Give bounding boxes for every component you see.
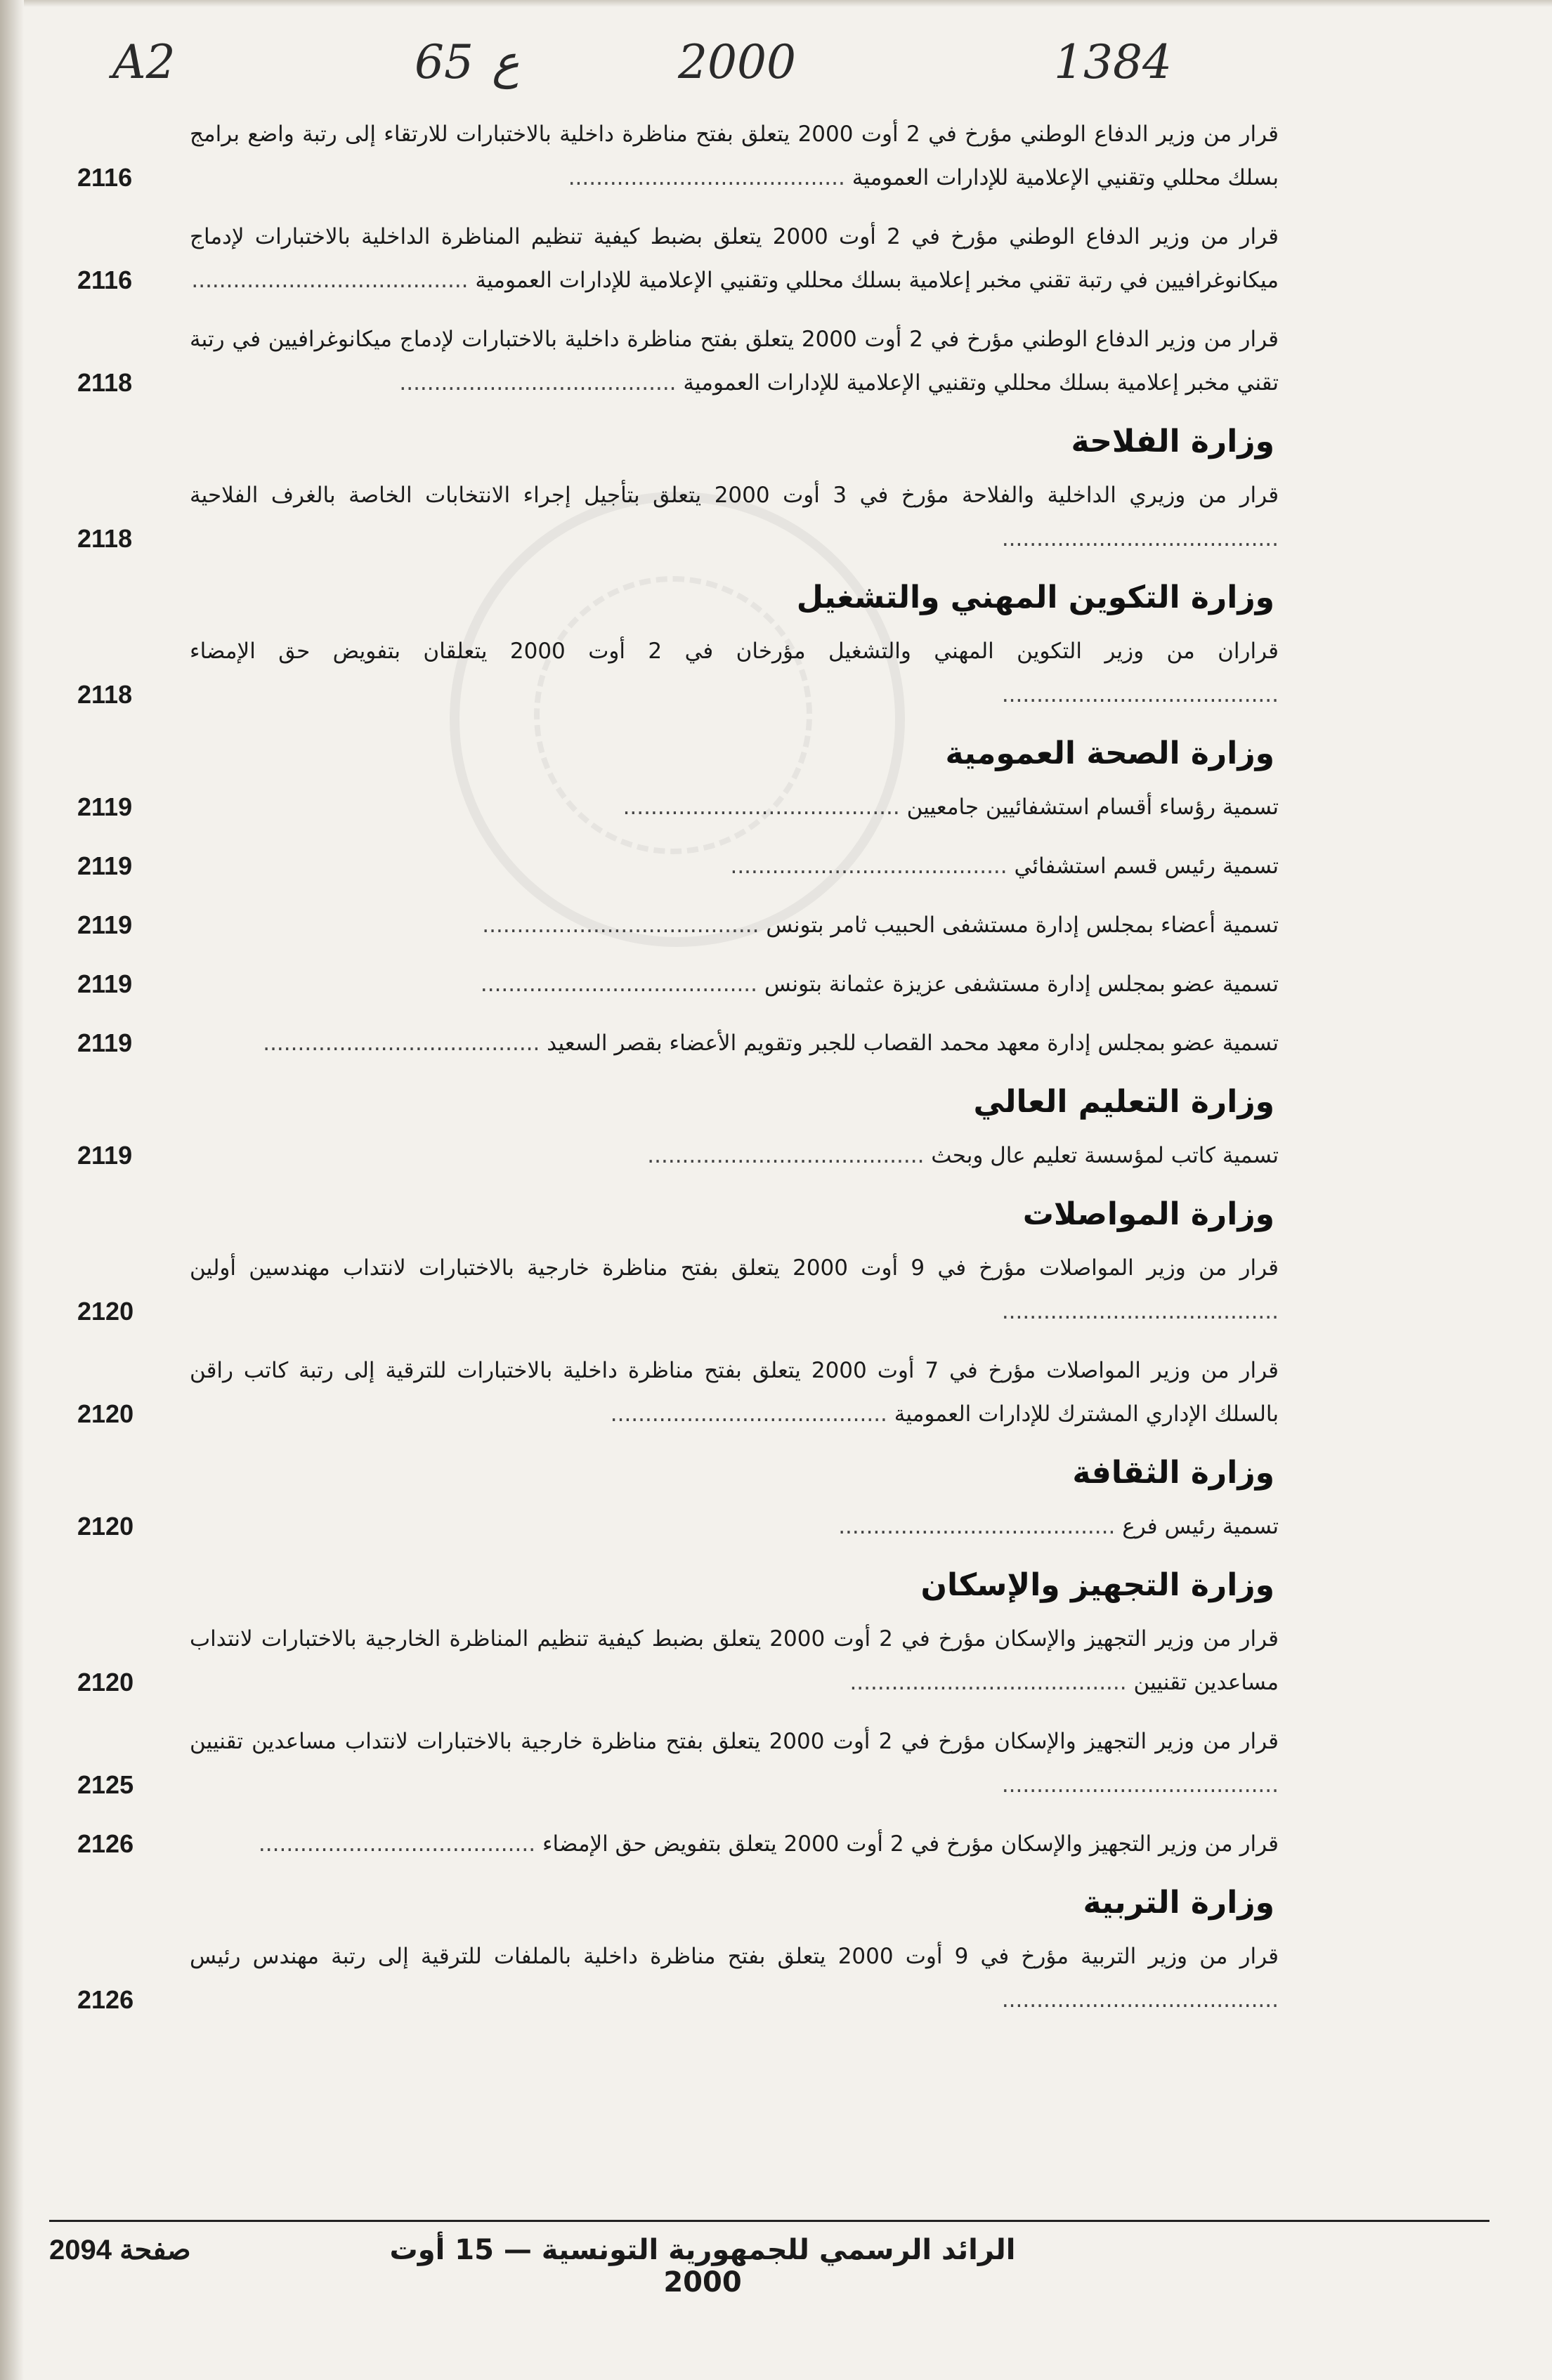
toc-entry-text: [190, 1349, 1279, 1436]
toc-entry: [77, 215, 1279, 302]
toc-entry-text: [190, 1021, 1279, 1065]
handwritten-mark: 1384: [1054, 35, 1172, 89]
page-binding-shadow: [0, 0, 24, 2380]
toc-entry: [77, 318, 1279, 405]
toc-entry-text: [190, 844, 1279, 888]
toc-entry-title: تسمية رئيس قسم استشفائي: [1014, 854, 1279, 879]
toc-entry-text: [190, 1617, 1279, 1704]
dot-leader: ........................................: [480, 972, 764, 997]
toc-entry: [77, 1720, 1279, 1807]
toc-entry-title: تسمية أعضاء بمجلس إدارة مستشفى الحبيب ثامر بتونس: [766, 913, 1279, 938]
toc-entry-text: [190, 629, 1279, 717]
toc-entry-title: قرار من وزير التربية مؤرخ في 9 أوت 2000 يتعلق بفتح مناظرة داخلية بالملفات للترقية إلى رتبة مهندس رئيس: [190, 1944, 1279, 1969]
footer-divider: [49, 2220, 1489, 2222]
footer-page-label: صفحة: [119, 2235, 191, 2265]
dot-leader: ........................................: [622, 795, 907, 820]
toc-section: [77, 576, 1279, 717]
toc-section: [77, 1080, 1279, 1177]
dot-leader: ........................................: [1001, 1772, 1279, 1798]
dot-leader: ........................................: [263, 1031, 547, 1056]
section-title: وزارة الفلاحة: [1071, 424, 1274, 459]
toc-entry: [77, 962, 1279, 1006]
toc-entry-page: 2118: [77, 368, 133, 397]
dot-leader: ........................................: [482, 913, 767, 938]
dot-leader: ........................................: [1001, 1299, 1279, 1324]
section-title: وزارة التعليم العالي: [973, 1084, 1274, 1120]
section-title: وزارة التجهيز والإسكان: [920, 1567, 1274, 1603]
toc-entry-text: [190, 1505, 1279, 1548]
toc-entry: [77, 629, 1279, 717]
toc-entry: [77, 1021, 1279, 1065]
section-title: وزارة المواصلات: [1022, 1196, 1274, 1232]
dot-leader: ........................................: [838, 1514, 1123, 1539]
dot-leader: ........................................: [730, 854, 1015, 879]
section-title: وزارة الثقافة: [1072, 1455, 1274, 1491]
toc-entry-page: 2119: [77, 969, 133, 998]
toc-entry: [77, 473, 1279, 561]
footer-page-number: [49, 2234, 191, 2266]
toc-entry-title: تسمية رؤساء أقسام استشفائيين جامعيين: [906, 795, 1279, 820]
toc-entry-text: [190, 473, 1279, 561]
toc-entry-page: 2116: [77, 266, 133, 294]
toc-section: [77, 1881, 1279, 2022]
handwritten-mark: 2000: [678, 35, 796, 89]
toc-entry: [77, 844, 1279, 888]
handwritten-annotations: [0, 28, 1552, 105]
toc-entry: [77, 1349, 1279, 1436]
toc-entry-page: 2119: [77, 910, 133, 939]
toc-entry-text: [190, 318, 1279, 405]
page-footer: [49, 2234, 1489, 2299]
toc-entry-title: تسمية عضو بمجلس إدارة معهد محمد القصاب للجبر وتقويم الأعضاء بقصر السعيد: [547, 1031, 1279, 1056]
toc-entry-page: 2119: [77, 851, 133, 880]
toc-entry: [77, 785, 1279, 829]
toc-section: [77, 1451, 1279, 1548]
toc-entry-text: [190, 215, 1279, 302]
toc-entry-text: [190, 785, 1279, 829]
toc-entry-title: تسمية عضو بمجلس إدارة مستشفى عزيزة عثمانة بتونس: [764, 972, 1279, 997]
toc-entry-page: 2120: [77, 1399, 134, 1428]
toc-entry-title: قرار من وزيري الداخلية والفلاحة مؤرخ في 3 أوت 2000 يتعلق بتأجيل إجراء الانتخابات الخاصة بالغرف الفلاحية: [190, 483, 1279, 508]
table-of-contents: [77, 112, 1279, 2037]
toc-section: [77, 1564, 1279, 1866]
toc-entry-page: 2126: [77, 1985, 134, 2014]
dot-leader: ........................................: [1001, 682, 1279, 707]
dot-leader: ........................................: [1001, 1987, 1279, 2013]
toc-section: [77, 1193, 1279, 1436]
toc-entry-page: 2118: [77, 680, 133, 709]
toc-section: [77, 732, 1279, 1065]
section-title: وزارة التربية: [1083, 1885, 1274, 1921]
handwritten-mark: 65: [415, 35, 474, 89]
toc-entry-page: 2118: [77, 524, 133, 553]
toc-entry-title: قرار من وزير التجهيز والإسكان مؤرخ في 2 أوت 2000 يتعلق بفتح مناظرة خارجية بالاختبارات لانتداب مساعدين تقنيين: [190, 1729, 1279, 1754]
toc-entry: [77, 1505, 1279, 1548]
toc-entry-page: 2119: [77, 792, 133, 821]
toc-entry: [77, 1822, 1279, 1866]
section-title: وزارة التكوين المهني والتشغيل: [796, 580, 1274, 615]
toc-entry-text: [190, 1246, 1279, 1333]
dot-leader: ........................................: [849, 1670, 1134, 1695]
toc-entry-title: قرار من وزير الدفاع الوطني مؤرخ في 2 أوت 2000 يتعلق بفتح مناظرة داخلية بالاختبارات للارتقاء إلى رتبة واضع برامج بسلك محللي وتقنيي الإعلامية للإدارات العمومية: [190, 122, 1279, 190]
footer-journal-title: الرائد الرسمي للجمهورية التونسية — 15 أوت 2000: [389, 2234, 1016, 2299]
toc-entry-title: قرار من وزير التجهيز والإسكان مؤرخ في 2 أوت 2000 يتعلق بتفويض حق الإمضاء: [542, 1831, 1279, 1857]
toc-entry: [77, 903, 1279, 947]
handwritten-mark: A2: [112, 35, 176, 89]
toc-entry: [77, 1617, 1279, 1704]
toc-entry-page: 2120: [77, 1668, 134, 1696]
toc-entry-title: تسمية كاتب لمؤسسة تعليم عال وبحث: [931, 1143, 1279, 1168]
toc-entry-text: [190, 1134, 1279, 1177]
toc-entry-title: قرار من وزير التجهيز والإسكان مؤرخ في 2 أوت 2000 يتعلق بضبط كيفية تنظيم المناظرة الخارجية بالاختبارات لانتداب مساعدين تقنيين: [190, 1626, 1279, 1695]
toc-entry: [77, 1935, 1279, 2022]
toc-entry-page: 2119: [77, 1028, 133, 1057]
dot-leader: ........................................: [1001, 526, 1279, 551]
toc-entry-title: قرار من وزير المواصلات مؤرخ في 9 أوت 2000 يتعلق بفتح مناظرة خارجية بالاختبارات لانتداب مهندسين أولين: [190, 1255, 1279, 1281]
dot-leader: ........................................: [191, 268, 476, 293]
toc-entry-page: 2116: [77, 163, 133, 192]
dot-leader: ........................................: [399, 370, 684, 395]
footer-page-value: 2094: [49, 2235, 112, 2265]
toc-entry: [77, 1134, 1279, 1177]
dot-leader: ........................................: [647, 1143, 932, 1168]
toc-entry-title: قرار من وزير الدفاع الوطني مؤرخ في 2 أوت 2000 يتعلق بفتح مناظرة داخلية بالاختبارات لإدماج ميكانوغرافيين في رتبة تقني مخبر إعلامية بسلك محللي وتقنيي الإعلامية للإدارات العمومية: [190, 327, 1279, 395]
page-top-edge: [0, 0, 1552, 7]
toc-entry-page: 2120: [77, 1512, 134, 1541]
toc-entry-page: 2125: [77, 1770, 134, 1799]
toc-entry-title: تسمية رئيس فرع: [1122, 1514, 1279, 1539]
toc-entry-title: قرار من وزير الدفاع الوطني مؤرخ في 2 أوت 2000 يتعلق بضبط كيفية تنظيم المناظرة الداخلية بالاختبارات لإدماج ميكانوغرافيين في رتبة تقني مخبر إعلامية بسلك محللي وتقنيي الإعلامية للإدارات العمومية: [190, 224, 1279, 293]
toc-section: [77, 420, 1279, 561]
section-title: وزارة الصحة العمومية: [945, 735, 1274, 771]
dot-leader: ........................................: [258, 1831, 542, 1857]
toc-entry: [77, 1246, 1279, 1333]
toc-entry-text: [190, 112, 1279, 200]
toc-entry-page: 2119: [77, 1141, 133, 1170]
toc-section: [77, 112, 1279, 405]
toc-entry-title: قرار من وزير المواصلات مؤرخ في 7 أوت 2000 يتعلق بفتح مناظرة داخلية بالاختبارات للترقية إلى رتبة كاتب راقن بالسلك الإداري المشترك للإدارات العمومية: [190, 1358, 1279, 1427]
dot-leader: ........................................: [610, 1401, 894, 1427]
toc-entry-page: 2126: [77, 1829, 134, 1858]
toc-entry-text: [190, 1720, 1279, 1807]
toc-entry-text: [190, 1935, 1279, 2022]
toc-entry-text: [190, 903, 1279, 947]
toc-entry-title: قراران من وزير التكوين المهني والتشغيل مؤرخان في 2 أوت 2000 يتعلقان بتفويض حق الإمضاء: [190, 639, 1279, 664]
handwritten-mark: ع: [492, 35, 520, 89]
toc-entry-text: [190, 1822, 1279, 1866]
toc-entry-page: 2120: [77, 1297, 134, 1326]
toc-entry: [77, 112, 1279, 200]
dot-leader: ........................................: [568, 165, 852, 190]
toc-entry-text: [190, 962, 1279, 1006]
